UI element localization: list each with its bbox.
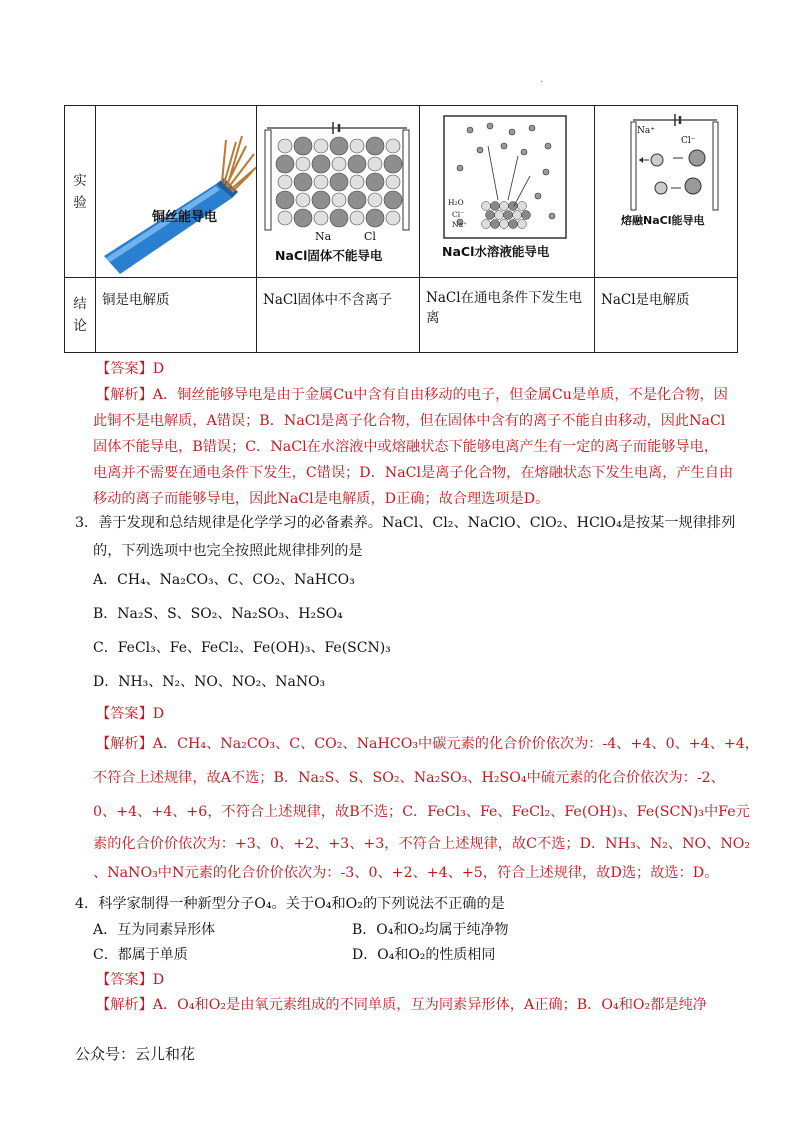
conclusion-nacl-molten: NaCl是电解质 (595, 278, 738, 353)
q3-stem-line-1: 3．善于发现和总结规律是化学学习的必备素养。NaCl、Cl₂、NaClO、ClO₂、HClO₄是按某一规律排列 (75, 515, 736, 531)
water-molecule (477, 147, 483, 153)
na-ion (368, 193, 382, 207)
conclusion-copper: 铜是电解质 (96, 278, 257, 353)
q3-answer: 【答案】D (96, 706, 165, 722)
label-cl-minus: Cl⁻ (681, 136, 696, 146)
cl-ion (366, 209, 384, 227)
label-na-plus: Na⁺ (637, 126, 655, 136)
q3-option-b: B．Na₂S、S、SO₂、Na₂SO₃、H₂SO₄ (93, 606, 343, 622)
q4-option-b: B．O₄和O₂均属于纯净物 (352, 922, 509, 938)
crystal-ion (500, 202, 509, 211)
crystal-ion (482, 202, 491, 211)
nacl-molten-image (595, 106, 739, 276)
cl-ion (366, 137, 384, 155)
row-label-conclusion: 结 论 (65, 278, 96, 353)
na-ion (350, 175, 364, 189)
na-ion (314, 175, 328, 189)
water-molecule (545, 143, 551, 149)
na-ion (278, 211, 292, 225)
cell-nacl-molten (595, 106, 738, 278)
cl-ion (312, 155, 330, 173)
crystal-ion (495, 211, 504, 220)
header-dots: . (540, 74, 544, 85)
crystal-ion (518, 220, 527, 229)
na-ion (278, 139, 292, 153)
cl-ion (348, 155, 366, 173)
cl-ion (276, 191, 294, 209)
cl-ion (294, 173, 312, 191)
cl-ion (330, 137, 348, 155)
cl-ion (294, 137, 312, 155)
crystal-ion (491, 202, 500, 211)
label-na: Na (315, 230, 332, 243)
q2-analysis-line-1: 【解析】A．铜丝能够导电是由于金属Cu中含有自由移动的电子，但金属Cu是单质，不是化合物，因 (96, 387, 728, 403)
conclusion-nacl-solid: NaCl固体中不含离子 (257, 278, 420, 353)
crystal-ion (482, 220, 491, 229)
conclusion-nacl-solution: NaCl在通电条件下发生电离 (420, 278, 595, 353)
label-na-solution: Na⁺ (452, 220, 467, 229)
cl-ion (294, 209, 312, 227)
na-ion (350, 211, 364, 225)
water-molecule (521, 149, 527, 155)
water-molecule (509, 129, 515, 135)
na-ion (296, 157, 310, 171)
q4-stem: 4．科学家制得一种新型分子O₄。关于O₄和O₂的下列说法不正确的是 (75, 896, 505, 912)
cl-ion (312, 191, 330, 209)
water-molecule (529, 125, 535, 131)
label-h2o: H₂O (448, 198, 464, 207)
crystal-ion (509, 220, 518, 229)
cl-ion (348, 191, 366, 209)
crystal-ion (522, 211, 531, 220)
crystal-ion (518, 202, 527, 211)
na-ion (332, 157, 346, 171)
crystal-ion (500, 220, 509, 229)
water-molecule (467, 127, 473, 133)
crystal-ion (513, 211, 522, 220)
na-ion (386, 175, 400, 189)
q3-analysis-line-2: 不符合上述规律，故A不选；B．Na₂S、S、SO₂、Na₂SO₃、H₂SO₄中硫元素的化合价依次为：-2、 (93, 770, 725, 786)
water-molecule (487, 123, 493, 129)
q2-answer: 【答案】D (96, 361, 165, 377)
crystal-ion (486, 211, 495, 220)
water-molecule (535, 193, 541, 199)
crystal-ion (491, 220, 500, 229)
cl-ion (366, 173, 384, 191)
caption-nacl-molten: 熔融NaCl能导电 (621, 214, 705, 227)
cell-copper-wire (96, 106, 257, 278)
cl-ion (276, 155, 294, 173)
cl-ion (330, 209, 348, 227)
label-cl: Cl (364, 230, 376, 243)
q2-analysis-line-2: 此铜不是电解质，A错误；B．NaCl是离子化合物，但在固体中含有的离子不能自由移动，因此NaCl (93, 413, 726, 429)
q3-analysis-line-1: 【解析】A．CH₄、Na₂CO₃、C、CO₂、NaHCO₃中碳元素的化合价价依次为：-4、+4、0、+4、+4， (96, 736, 759, 752)
na-ion (278, 175, 292, 189)
copper-wire-image (96, 106, 256, 276)
cell-nacl-solution (420, 106, 595, 278)
caption-nacl-solid: NaCl固体不能导电 (275, 248, 383, 263)
label-cl-solution: Cl⁻ (452, 210, 465, 219)
water-molecule (543, 169, 549, 175)
row-label-experiment: 实 验 (65, 106, 96, 278)
q4-option-c: C．都属于单质 (93, 947, 188, 963)
water-molecule (501, 143, 507, 149)
q3-analysis-line-3: 0、+4、+4、+6，不符合上述规律，故B不选；C．FeCl₃、Fe、FeCl₂、Fe(OH)₃、Fe(SCN)₃中Fe元 (93, 804, 750, 820)
q3-option-d: D．NH₃、N₂、NO、NO₂、NaNO₃ (93, 674, 326, 690)
cl-ion (384, 191, 402, 209)
crystal-ion (509, 202, 518, 211)
na-ion (368, 157, 382, 171)
cl-ion (330, 173, 348, 191)
q3-analysis-line-4: 素的化合价价依次为：+3、0、+2、+3、+3，不符合上述规律，故C不选；D．NH₃、N₂、NO、NO₂ (93, 836, 751, 852)
na-ion (386, 211, 400, 225)
water-molecule (457, 165, 463, 171)
q4-answer: 【答案】D (96, 972, 165, 988)
caption-nacl-solution: NaCl水溶液能导电 (442, 244, 550, 259)
cl-ion (384, 155, 402, 173)
q3-option-c: C．FeCl₃、Fe、FeCl₂、Fe(OH)₃、Fe(SCN)₃ (93, 640, 391, 656)
q4-option-a: A．互为同素异形体 (93, 922, 216, 938)
q3-analysis-line-5: 、NaNO₃中N元素的化合价价依次为：-3、0、+2、+4、+5，符合上述规律，故D选；故选：D。 (93, 865, 719, 881)
water-molecule (549, 213, 555, 219)
experiment-table (64, 105, 738, 353)
na-ion (314, 139, 328, 153)
caption-copper: 铜丝能导电 (152, 210, 218, 225)
na-ion (332, 193, 346, 207)
q2-analysis-line-5: 移动的离子而能够导电，因此NaCl是电解质，D正确；故合理选项是D。 (93, 491, 550, 507)
crystal-ion (504, 211, 513, 220)
q2-analysis-line-4: 电离并不需要在通电条件下发生，C错误；D．NaCl是离子化合物，在熔融状态下发生电离，产生自由 (93, 465, 734, 481)
na-ion (296, 193, 310, 207)
na-ion (350, 139, 364, 153)
q3-option-a: A．CH₄、Na₂CO₃、C、CO₂、NaHCO₃ (93, 572, 355, 588)
q4-option-d: D．O₄和O₂的性质相同 (352, 947, 496, 963)
q2-analysis-line-3: 固体不能导电，B错误；C．NaCl在水溶液中或熔融状态下能够电离产生有一定的离子而能够导电， (93, 439, 719, 455)
q3-stem-line-2: 的，下列选项中也完全按照此规律排列的是 (93, 543, 363, 559)
footer-text: 公众号：云儿和花 (75, 1045, 196, 1063)
na-ion (314, 211, 328, 225)
na-ion (386, 139, 400, 153)
cell-nacl-solid (257, 106, 420, 278)
q4-analysis: 【解析】A．O₄和O₂是由氧元素组成的不同单质，互为同素异形体，A正确；B．O₄和O₂都是纯净 (96, 997, 707, 1013)
